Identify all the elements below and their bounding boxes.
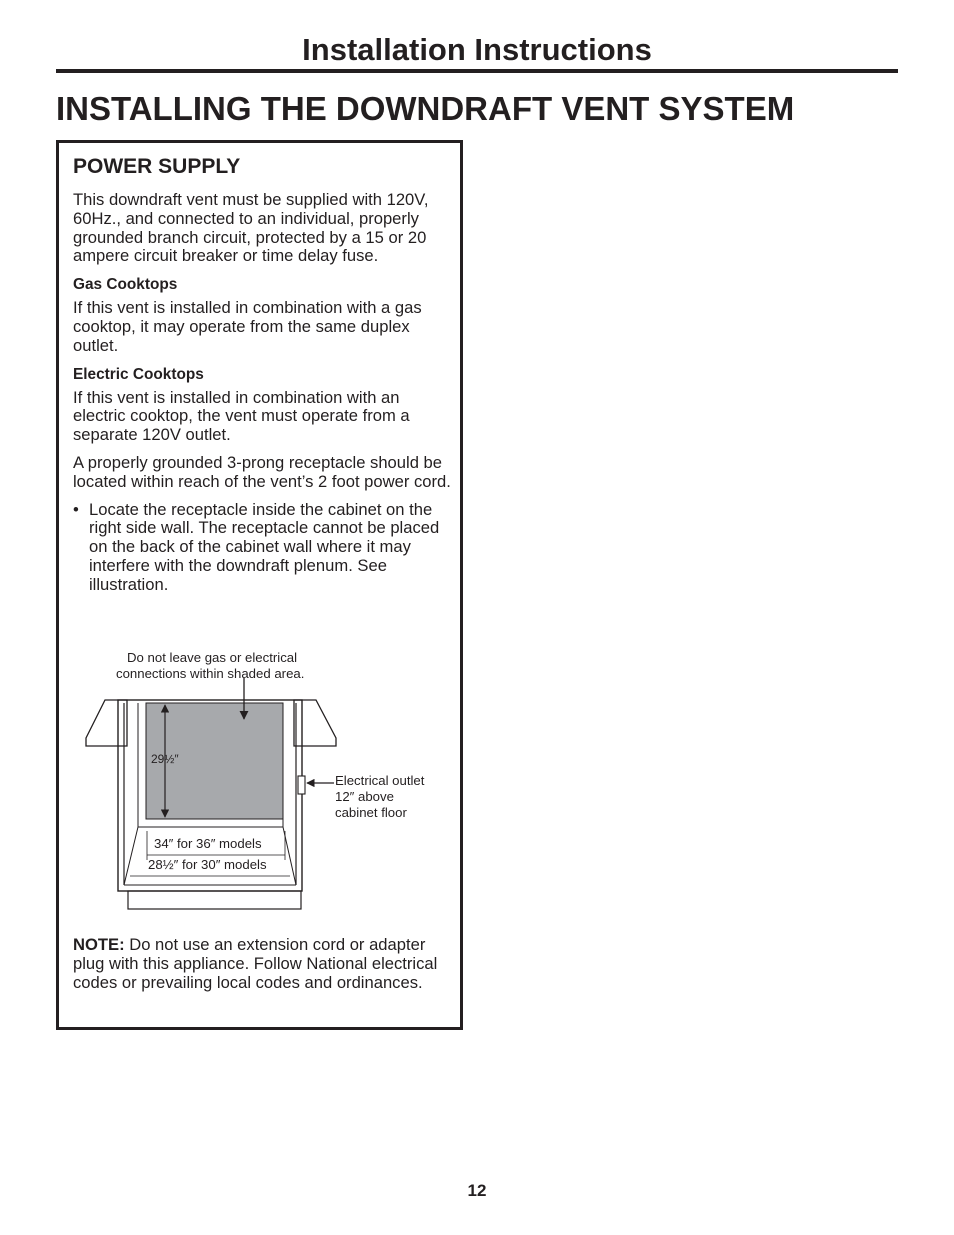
- left-countertop: [86, 700, 127, 746]
- gas-cooktops-heading: Gas Cooktops: [73, 276, 178, 294]
- page-number: 12: [467, 1181, 487, 1200]
- callout-text-1: Do not leave gas or electrical: [127, 650, 298, 665]
- width-36-label: 34″ for 36″ models: [154, 836, 262, 851]
- note-paragraph: [73, 936, 451, 992]
- electric-cooktops-heading: Electric Cooktops: [73, 365, 204, 383]
- power-supply-content: [73, 153, 451, 595]
- bullet-symbol: •: [73, 499, 79, 519]
- outlet-icon: [298, 776, 305, 794]
- note-label: NOTE:: [73, 935, 125, 954]
- header-title: Installation Instructions: [302, 32, 652, 67]
- outlet-label-2: 12″ above: [335, 789, 394, 804]
- electric-cooktops-paragraph: If this vent is installed in combination with an electric cooktop, the vent must operate from a separate 120V outlet.: [73, 387, 410, 445]
- callout-text-2: connections within shaded area.: [116, 666, 305, 681]
- outlet-label-1: Electrical outlet: [335, 773, 425, 788]
- cabinet-illustration: [80, 645, 450, 915]
- page-title: INSTALLING THE DOWNDRAFT VENT SYSTEM: [56, 90, 795, 127]
- right-countertop: [294, 700, 336, 746]
- receptacle-paragraph: A properly grounded 3-prong receptacle should be located within reach of the vent’s 2 foot power cord.: [73, 452, 451, 491]
- width-30-label: 28½″ for 30″ models: [148, 857, 267, 872]
- note-text: Do not use an extension cord or adapter plug with this appliance. Follow National electrical codes or prevailing local codes and ordinances.: [73, 935, 438, 992]
- header-divider: [56, 69, 898, 73]
- bullet-text: Locate the receptacle inside the cabinet on the right side wall. The receptacle cannot be placed on the back of the cabinet wall where it may interfere with the downdraft plenum. See illustration.: [89, 499, 440, 594]
- height-label: 29½″: [151, 752, 179, 766]
- receptacle-bullet: [73, 501, 451, 595]
- intro-paragraph: This downdraft vent must be supplied with 120V, 60Hz., and connected to an individual, properly grounded branch circuit, protected by a 15 or 20 ampere circuit breaker or time delay fuse.: [73, 190, 429, 266]
- cabinet-base: [128, 891, 301, 909]
- section-title: POWER SUPPLY: [73, 155, 241, 178]
- outlet-label-3: cabinet floor: [335, 805, 407, 820]
- gas-cooktops-paragraph: If this vent is installed in combination with a gas cooktop, it may operate from the same duplex outlet.: [73, 298, 422, 355]
